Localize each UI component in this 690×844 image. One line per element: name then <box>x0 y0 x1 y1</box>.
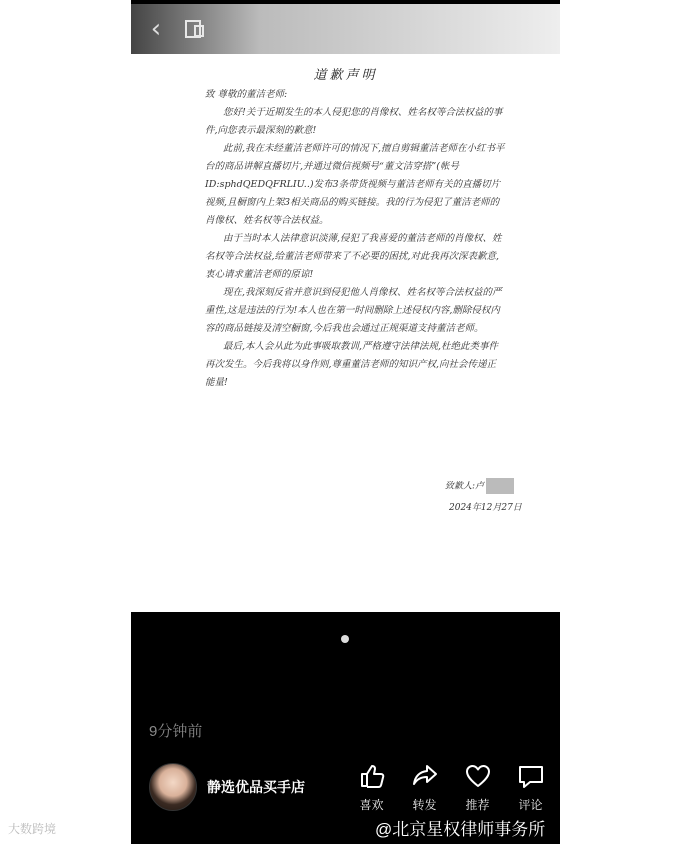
letter-paragraph: 由于当时本人法律意识淡薄,侵犯了我喜爱的董洁老师的肖像权、姓名权等合法权益,给董洁老师带来了不必要的困扰,对此我再次深表歉意,衷心请求董洁老师的原谅! <box>205 233 502 280</box>
letter-title: 道歉声明 <box>313 68 378 83</box>
letter-paragraph: 此前,我在未经董洁老师许可的情况下,擅自剪辑董洁老师在小红书平台的商品讲解直播切片,并通过微信视频号“董文洁穿搭”(帐号ID:sphdQEDQFRLIU..)发布3条带货视频与董洁老师有关的直播切片视频,且橱窗内上架3相关商品的购买链接。我的行为侵犯了董洁老师的肖像权、姓名权等合法权益。 <box>205 143 505 226</box>
back-arrow-icon[interactable]: ‹ <box>150 14 162 44</box>
watermark-weibo: @北京星权律师事务所 <box>375 820 546 839</box>
author-info[interactable] <box>149 763 305 811</box>
author-name[interactable]: 静选优品买手店 <box>207 779 305 795</box>
forward-button[interactable] <box>398 762 451 813</box>
letter-greeting: 致 尊敬的董洁老师: <box>205 89 288 100</box>
comment-label: 评论 <box>518 798 543 812</box>
letter-paragraph: 现在,我深刻反省并意识到侵犯他人肖像权、姓名权等合法权益的严重性,这是违法的行为!本人也在第一时间删除上述侵权内容,删除侵权内容的商品链接及清空橱窗,今后我也会通过正规渠道支持董洁老师。 <box>205 287 502 334</box>
signature-date: 2024年12月27日 <box>449 503 522 513</box>
top-bar <box>131 4 560 54</box>
share-icon[interactable] <box>183 18 205 40</box>
comment-button[interactable] <box>504 762 557 813</box>
recommend-label: 推荐 <box>465 798 490 812</box>
action-bar <box>345 762 557 813</box>
thumbs-up-icon <box>358 762 386 790</box>
letter-paragraph: 您好!关于近期发生的本人侵犯您的肖像权、姓名权等合法权益的事件,向您表示最深刻的歉意! <box>205 107 503 136</box>
letter-body <box>205 86 505 392</box>
signature-label: 致歉人:卢 <box>445 481 485 492</box>
post-time: 9分钟前 <box>149 723 203 740</box>
avatar[interactable] <box>149 763 197 811</box>
heart-icon <box>464 762 492 790</box>
phone-screen <box>131 0 560 844</box>
page-indicator-dot <box>341 635 349 643</box>
recommend-button[interactable] <box>451 762 504 813</box>
forward-label: 转发 <box>412 798 437 812</box>
forward-icon <box>411 762 439 790</box>
comment-icon <box>517 762 545 790</box>
apology-letter-image <box>131 54 560 612</box>
like-label: 喜欢 <box>359 798 384 812</box>
letter-paragraph: 最后,本人会从此为此事吸取教训,严格遵守法律法规,杜绝此类事件再次发生。今后我将以身作则,尊重董洁老师的知识产权,向社会传递正能量! <box>205 341 499 388</box>
letter-signature <box>445 478 555 513</box>
redaction-block <box>486 478 514 494</box>
like-button[interactable] <box>345 762 398 813</box>
watermark-logo: 大数跨境 <box>8 822 57 836</box>
